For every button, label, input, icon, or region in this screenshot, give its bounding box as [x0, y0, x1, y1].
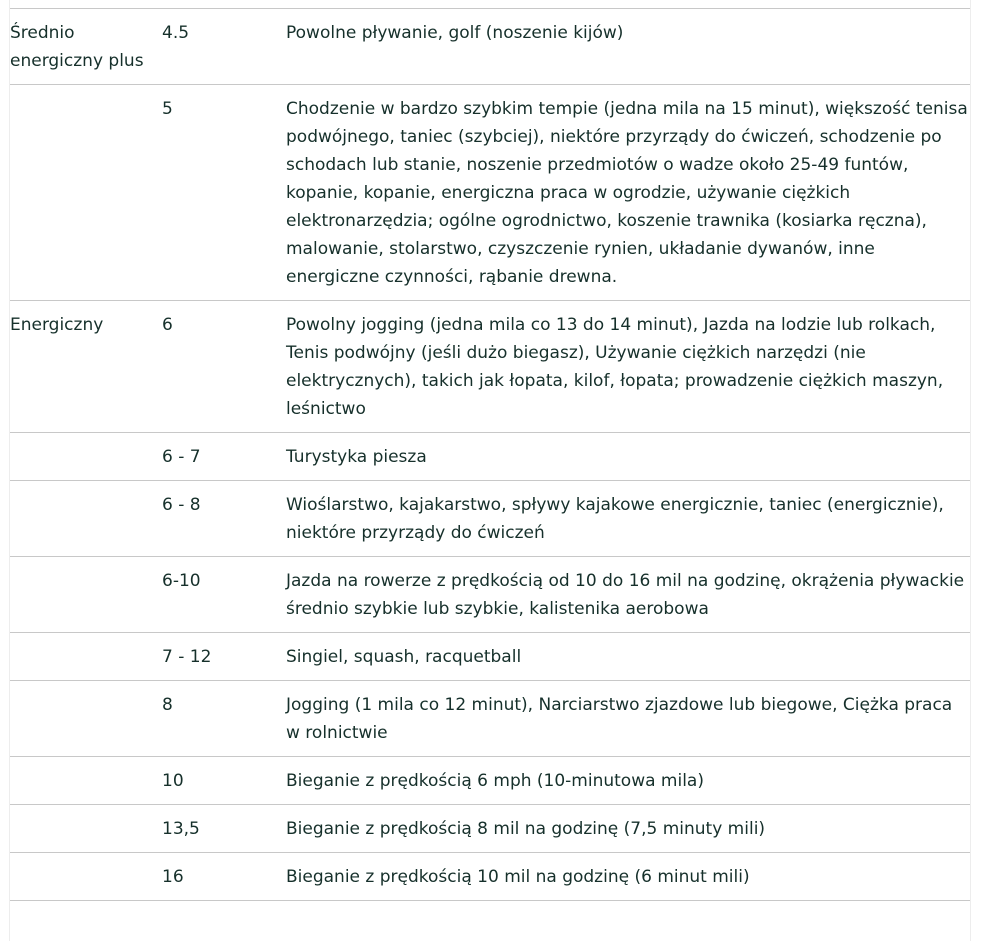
met-value-cell: 6 - 7: [162, 433, 286, 481]
category-cell: [10, 433, 162, 481]
category-cell: [10, 557, 162, 633]
table-row: [10, 853, 970, 901]
activities-cell: Chodzenie w bardzo szybkim tempie (jedna mila na 15 minut), większość tenisa podwójnego, taniec (szybciej), niektóre przyrządy do ćwiczeń, schodzenie po schodach lub stanie, noszenie przedmiotów o wadze około 25-49 funtów, kopanie, kopanie, energiczna praca w ogrodzie, używanie ciężkich elektronarzędzia; ogólne ogrodnictwo, koszenie trawnika (kosiarka ręczna), malowanie, stolarstwo, czyszczenie rynien, układanie dywanów, inne energiczne czynności, rąbanie drewna.: [286, 85, 970, 301]
category-cell: [10, 757, 162, 805]
met-value-cell: 10: [162, 757, 286, 805]
met-value-cell: 6 - 8: [162, 481, 286, 557]
met-value-cell: 6: [162, 301, 286, 433]
category-cell: [10, 85, 162, 301]
activities-cell: Turystyka piesza: [286, 433, 970, 481]
activities-cell: Powolny jogging (jedna mila co 13 do 14 minut), Jazda na lodzie lub rolkach, Tenis podwójny (jeśli dużo biegasz), Używanie ciężkich narzędzi (nie elektrycznych), takich jak łopata, kilof, łopata; prowadzenie ciężkich maszyn, leśnictwo: [286, 301, 970, 433]
met-value-cell: 4.5: [162, 9, 286, 85]
met-value-cell: 16: [162, 853, 286, 901]
activities-cell: Jazda na rowerze z prędkością od 10 do 16 mil na godzinę, okrążenia pływackie średnio szybkie lub szybkie, kalistenika aerobowa: [286, 557, 970, 633]
table-row: [10, 681, 970, 757]
category-cell: [10, 681, 162, 757]
met-table-frame: [9, 0, 971, 941]
activities-cell: Bieganie z prędkością 8 mil na godzinę (7,5 minuty mili): [286, 805, 970, 853]
met-value-cell: 6-10: [162, 557, 286, 633]
table-row: [10, 757, 970, 805]
category-cell: [10, 853, 162, 901]
met-value-cell: 5: [162, 85, 286, 301]
category-cell: [10, 805, 162, 853]
table-row: [10, 805, 970, 853]
table-row: [10, 9, 970, 85]
activities-cell: Wioślarstwo, kajakarstwo, spływy kajakowe energicznie, taniec (energicznie), niektóre przyrządy do ćwiczeń: [286, 481, 970, 557]
table-row: [10, 557, 970, 633]
activities-cell: Bieganie z prędkością 6 mph (10-minutowa mila): [286, 757, 970, 805]
table-row: [10, 481, 970, 557]
activities-cell: Jogging (1 mila co 12 minut), Narciarstwo zjazdowe lub biegowe, Ciężka praca w rolnictwie: [286, 681, 970, 757]
met-value-cell: 8: [162, 681, 286, 757]
category-cell: [10, 481, 162, 557]
activities-cell: Bieganie z prędkością 10 mil na godzinę (6 minut mili): [286, 853, 970, 901]
met-value-cell: 7 - 12: [162, 633, 286, 681]
table-row: [10, 433, 970, 481]
category-cell: [10, 633, 162, 681]
table-row: [10, 85, 970, 301]
met-activity-table: [10, 8, 970, 901]
table-row: [10, 633, 970, 681]
category-cell: Średnio energiczny plus: [10, 9, 162, 85]
table-row: [10, 301, 970, 433]
activities-cell: Powolne pływanie, golf (noszenie kijów): [286, 9, 970, 85]
met-table-body: [10, 9, 970, 901]
category-cell: Energiczny: [10, 301, 162, 433]
met-value-cell: 13,5: [162, 805, 286, 853]
activities-cell: Singiel, squash, racquetball: [286, 633, 970, 681]
